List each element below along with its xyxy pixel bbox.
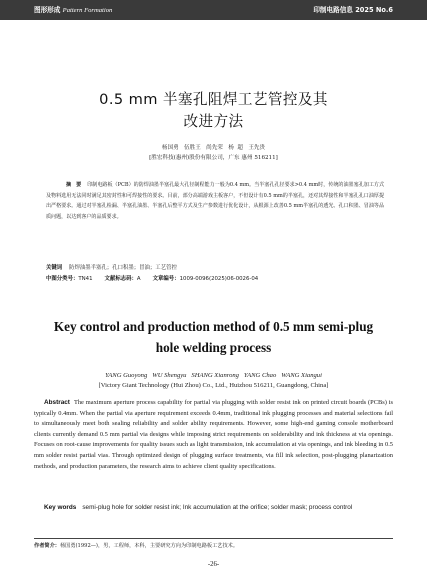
cn-keywords-label: 关键词: [46, 265, 63, 271]
doc-code-label: 文献标志码：: [104, 276, 137, 282]
cn-classification: [46, 274, 258, 282]
journal-issue: 印制电路信息 2025 No.6: [313, 6, 393, 14]
page-number: -26-: [207, 561, 220, 568]
cn-keywords-text: 防焊油墨半塞孔；孔口积墨；冒油；工艺管控: [69, 265, 177, 271]
en-abstract-text: The maximum aperture process capability for partial via plugging with solder resist ink on printed circuit boards (PCBs) is typically 0.4mm. When the partial via aperture requirement exceeds 0.4mm, traditional ink plugging processes and material selections fail to simultaneously meet both sealing reliability and solder ability requirements. However, some high-end gaming console motherboard clients currently demand 0.5 mm partial via designs while imposing strict requirements on solderability and ink thickness at via openings. Focuses on root-cause improvements for quality issues such as light transmission, ink accumulation at via openings, and ink bleeding in 0.5 mm solder resist partial vias. Through optimized design of plugging surface treatments, via fill ink selection, post-plugging planarization methods, and production parameters, the research aims to achieve client quality specifications.: [34, 399, 393, 470]
article-no-value: 1009-0096(2025)06-0026-04: [179, 276, 259, 282]
cn-title-line-1: 0.5 mm 半塞孔阻焊工艺管控及其: [99, 91, 328, 108]
article-no-label: 文章编号：: [152, 276, 180, 282]
en-abstract-label: Abstract: [44, 399, 70, 406]
clc-value: TN41: [78, 276, 93, 282]
cn-title-line-2: 改进方法: [183, 113, 244, 130]
en-abstract: [34, 398, 393, 472]
cn-authors: 杨国勇 伍胜王 尚先荣 杨 超 王先贵: [161, 145, 266, 151]
cn-affiliation: [胜宏科技(惠州)股份有限公司，广东 惠州 516211]: [149, 155, 278, 161]
footnote-divider: [34, 538, 393, 539]
en-keywords: [34, 503, 393, 514]
en-authors: YANG Guoyong WU Shengyu SHANG Xianrong YANG Chao WANG Xiangui: [105, 372, 322, 379]
en-keywords-text: semi-plug hole for solder resist ink; Ink accumulation at the orifice; solder mask; process control: [82, 504, 353, 511]
cn-abstract: [46, 180, 384, 222]
en-keywords-label: Key words: [44, 504, 77, 511]
en-title-line-1: Key control and production method of 0.5 mm semi-plug: [53, 319, 374, 334]
footnote-label: 作者简介：: [34, 543, 60, 549]
clc-label: 中图分类号：: [46, 276, 79, 282]
journal-header-bar: [0, 0, 427, 20]
cn-abstract-label: 摘 要: [66, 182, 82, 188]
en-title-line-2: hole welding process: [155, 340, 272, 355]
section-name-en: Pattern Formation: [62, 7, 113, 14]
footnote-text: 杨国勇(1992—)，男，工程师，本科，主要研究方向为印制电路板工艺技术。: [59, 543, 239, 549]
cn-keywords: [46, 263, 177, 271]
author-footnote: [34, 542, 238, 549]
doc-code-value: A: [136, 276, 141, 282]
en-affiliation: [Victory Giant Technology (Hui Zhou) Co., Ltd., Huizhou 516211, Guangdong, China]: [98, 382, 329, 389]
cn-abstract-text: 印制电路板（PCB）的防焊油墨半塞孔最大孔径制程能力一般为0.4 mm。当半塞孔孔径要求>0.4 mm时，传统的油墨塞孔加工方式及物料选用无法同时满足其密封性和可焊接性的要求。目前，部分高端游戏主板客户，不但设计有0.5 mm的半塞孔，还对其焊接性和半塞孔孔口油厚提出严格要求。通过对半塞孔检漏、半塞孔油墨、半塞孔后整平方式及生产参数进行优化设计，从根源上改善0.5 mm半塞孔的透光、孔口积墨、冒油等品质问题，以达到客户的品质要求。: [46, 182, 384, 220]
section-name: [34, 4, 112, 14]
section-name-cn: 图形形成: [34, 6, 61, 14]
